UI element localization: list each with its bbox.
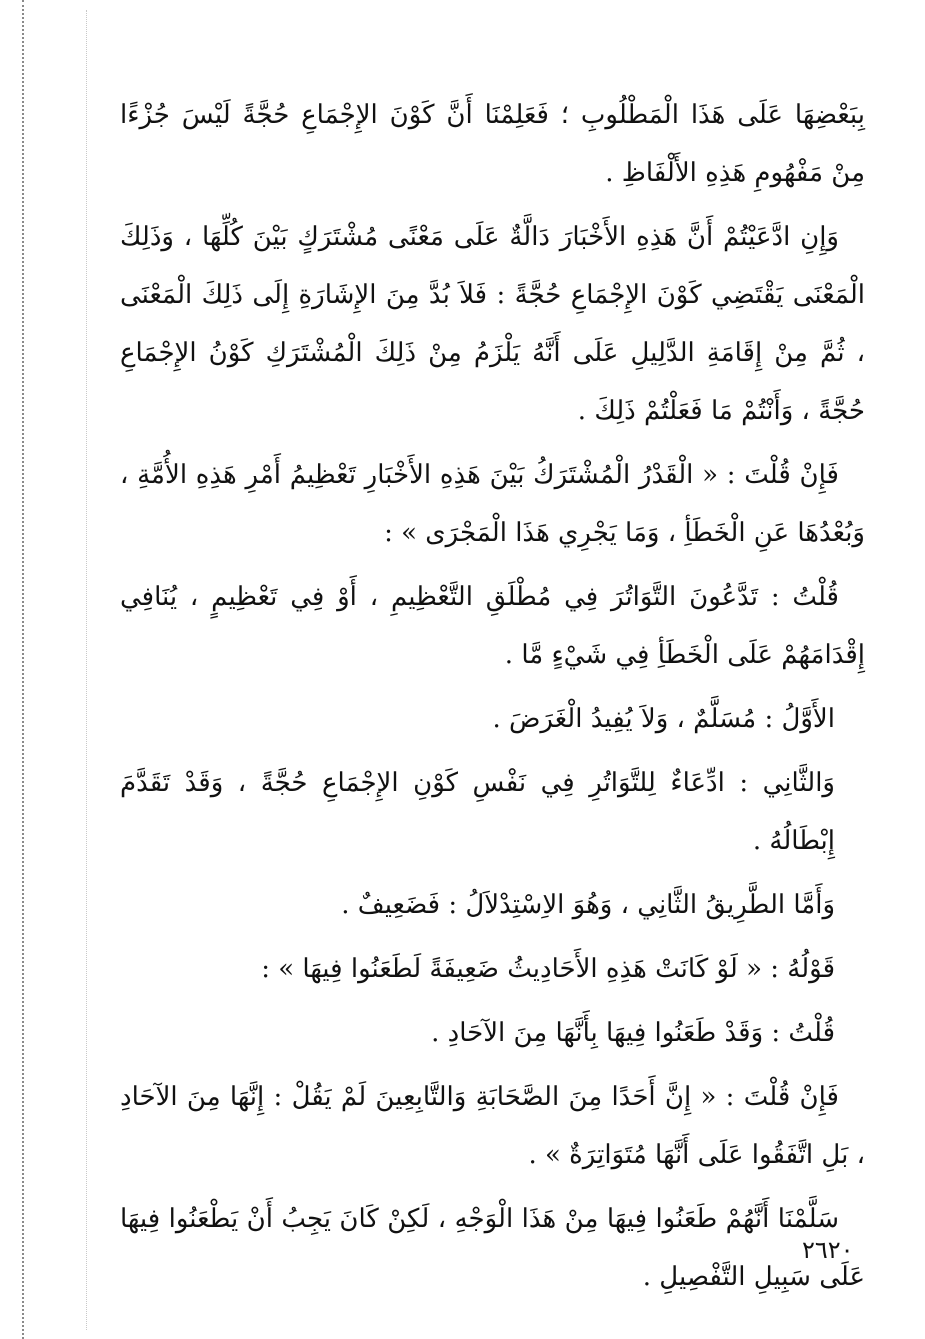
paragraph: وَالثَّانِي : ادِّعَاءٌ لِلتَّوَاتُرِ فِي نَفْسِ كَوْنِ الإِجْمَاعِ حُجَّةً ، وَقَدْ تَقَدَّمَ إِبْطَالُهُ . xyxy=(120,768,835,856)
paragraph: قُلْتُ : تَدَّعُونَ التَّوَاتُرَ فِي مُطْلَقِ التَّعْظِيمِ ، أَوْ فِي تَعْظِيمٍ ، يُنَافِي إِقْدَامَهُمْ عَلَى الْخَطَأِ فِي شَيْءٍ مَّا . xyxy=(120,582,865,670)
paragraph: قُلْتُ : وَقَدْ طَعَنُوا فِيهَا بِأَنَّهَا مِنَ الآحَادِ . xyxy=(431,1018,835,1048)
paragraph: الأَوَّلُ : مُسَلَّمٌ ، وَلاَ يُفِيدُ الْغَرَضَ . xyxy=(492,704,835,734)
body-text xyxy=(120,86,865,1312)
paragraph: بِبَعْضِهَا عَلَى هَذَا الْمَطْلُوبِ ؛ فَعَلِمْنَا أَنَّ كَوْنَ الإِجْمَاعِ حُجَّةً لَيْسَ جُزْءًا مِنْ مَفْهُومِ هَذِهِ الأَلْفَاظِ . xyxy=(120,100,865,188)
page-number: ٢٦٢٠ xyxy=(802,1236,854,1264)
page-edge-dotted-border xyxy=(22,0,24,1339)
paragraph: وَإِنِ ادَّعَيْتُمْ أَنَّ هَذِهِ الأَخْبَارَ دَالَّةٌ عَلَى مَعْنًى مُشْتَرَكٍ بَيْنَ كُلِّهَا ، وَذَلِكَ الْمَعْنَى يَقْتَضِي كَوْنَ الإِجْمَاعِ حُجَّةً : فَلاَ بُدَّ مِنَ الإِشَارَةِ إِلَى ذَلِكَ الْمَعْنَى ، ثُمَّ مِنْ إِقَامَةِ الدَّلِيلِ عَلَى أَنَّهُ يَلْزَمُ مِنْ ذَلِكَ الْمُشْتَرَكِ كَوْنُ الإِجْمَاعِ حُجَّةً ، وَأَنْتُمْ مَا فَعَلْتُمْ ذَلِكَ . xyxy=(120,222,865,426)
paragraph: وَأَمَّا الطَّرِيقُ الثَّانِي ، وَهُوَ الاِسْتِدْلاَلُ : فَضَعِيفٌ . xyxy=(341,890,835,920)
paragraph: سَلَّمْنَا أَنَّهُمْ طَعَنُوا فِيهَا مِنْ هَذَا الْوَجْهِ ، لَكِنْ كَانَ يَجِبُ أَنْ يَطْعَنُوا فِيهَا عَلَى سَبِيلِ التَّفْصِيلِ . xyxy=(120,1204,865,1292)
paragraph: فَإِنْ قُلْتَ : « الْقَدْرُ الْمُشْتَرَكُ بَيْنَ هَذِهِ الأَخْبَارِ تَعْظِيمُ أَمْرِ هَذِهِ الأُمَّةِ ، وَبُعْدُهَا عَنِ الْخَطَأِ ، وَمَا يَجْرِي هَذَا الْمَجْرَى » : xyxy=(120,460,865,548)
paragraph: فَإِنْ قُلْتَ : « إِنَّ أَحَدًا مِنَ الصَّحَابَةِ وَالتَّابِعِينَ لَمْ يَقُلْ : إِنَّهَا مِنَ الآحَادِ ، بَلِ اتَّفَقُوا عَلَى أَنَّهَا مُتَوَاتِرَةٌ » . xyxy=(120,1082,865,1170)
page-inner-dotted-line xyxy=(86,10,87,1330)
paragraph: قَوْلُهُ : « لَوْ كَانَتْ هَذِهِ الأَحَادِيثُ ضَعِيفَةً لَطَعَنُوا فِيهَا » : xyxy=(261,954,835,984)
